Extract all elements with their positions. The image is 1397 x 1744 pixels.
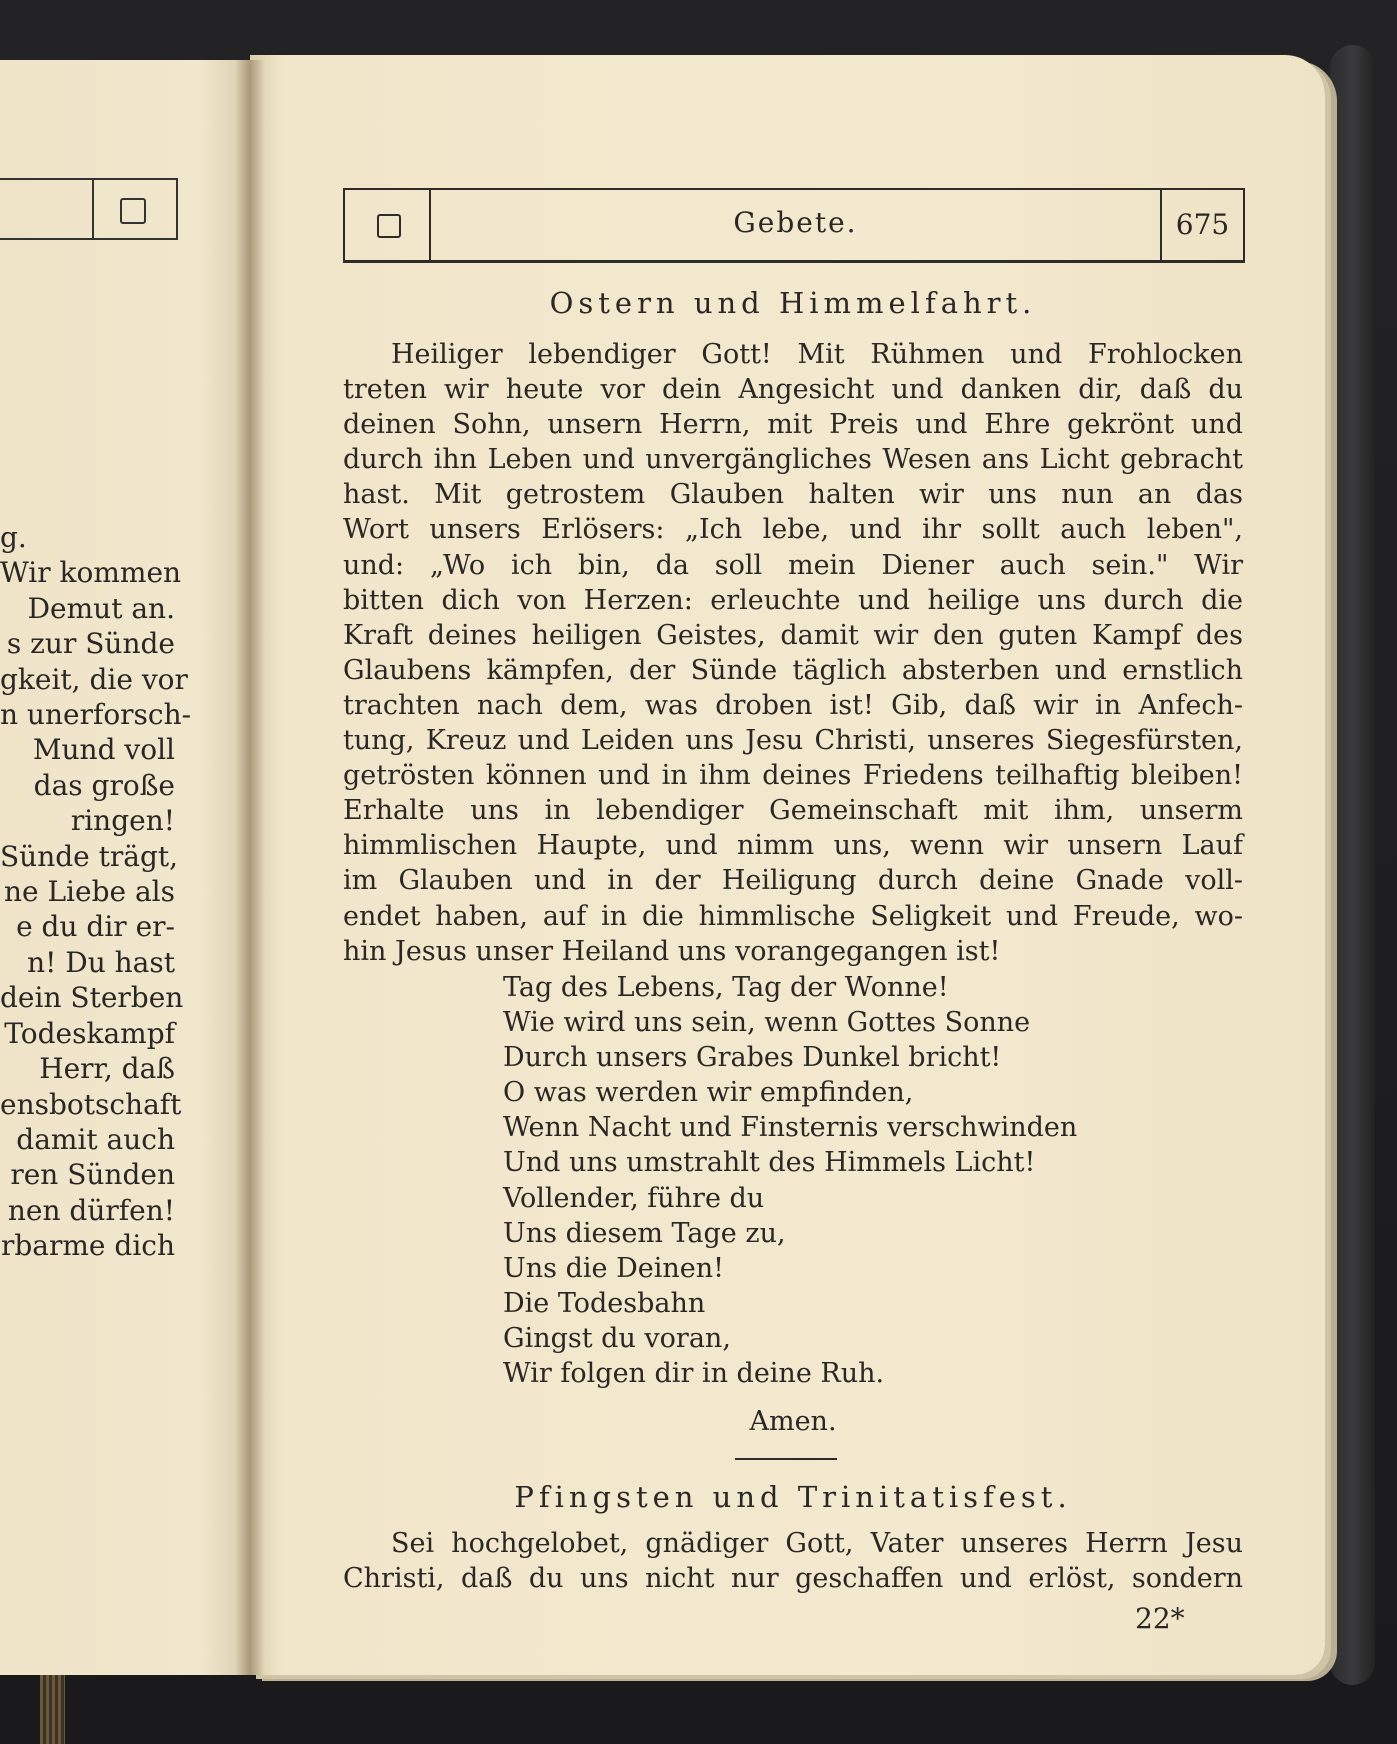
text-line: Sei hochgelobet, gnädiger Gott, Vater unseres Herrn Jesu [391,1528,1243,1559]
page-header [343,188,1245,263]
verse-line: O was werden wir empfinden, [503,1077,914,1109]
left-line: ne Liebe als [3,875,175,909]
left-line: Herr, daß [39,1052,175,1086]
left-line: gkeit, die vor [0,662,188,696]
running-title: Gebete. [733,206,858,239]
left-line: ensbotschaft [0,1087,182,1121]
page-number: 675 [1175,208,1230,241]
signature-mark: 22* [1135,1602,1185,1635]
text-line: Heiliger lebendiger Gott! Mit Rühmen und Frohlocken [391,339,1243,370]
text-line: im Glauben und in der Heiligung durch deine Gnade voll- [343,865,1243,897]
left-header-divider [92,180,94,238]
text-line: trachten nach dem, was droben ist! Gib, daß wir in Anfech- [343,689,1243,721]
left-line: Wir kommen [0,556,182,590]
prayer-paragraph [343,337,1243,969]
text-line: durch ihn Leben und unvergängliches Wesen ans Licht gebracht [343,444,1243,476]
text-line: bitten dich von Herzen: erleuchte und heilige uns durch die [343,584,1243,616]
closing-amen: Amen. [749,1406,837,1437]
text-line: deinen Sohn, unsern Herrn, mit Preis und Ehre gekrönt und [343,409,1243,441]
left-line: ren Sünden [10,1158,175,1192]
text-line: Erhalte uns in lebendiger Gemeinschaft mit ihm, unserm [343,795,1243,827]
left-line: Sünde trägt, [0,839,179,873]
verse-line: Uns diesem Tage zu, [503,1217,786,1249]
verse-line: Vollender, führe du [503,1182,765,1214]
verse-line: Wie wird uns sein, wenn Gottes Sonne [503,1007,1031,1039]
text-line: getrösten können und in ihm deines Friedens teilhaftig bleiben! [343,760,1243,792]
text-line: himmlischen Haupte, und nimm uns, wenn wir unsern Lauf [343,830,1243,862]
section-heading: Pfingsten und Trinitatisfest. [514,1480,1072,1514]
left-line: Todeskampf [4,1016,175,1050]
text-line: hast. Mit getrostem Glauben halten wir uns nun an das [343,479,1243,511]
left-line: das große [33,768,175,802]
cover-edge [1330,45,1375,1685]
left-line: n unerforsch- [0,698,192,732]
section-divider [735,1458,837,1460]
left-line: dein Sterben [0,981,184,1015]
verse-line: Uns die Deinen! [503,1252,724,1284]
verse-line: Die Todesbahn [503,1287,706,1319]
left-line: g. [0,521,27,554]
text-line: Glaubens kämpfen, der Sünde täglich absterben und ernstlich [343,654,1243,686]
left-line: s zur Sünde [6,627,175,661]
verse-line: Wir folgen dir in deine Ruh. [503,1358,885,1390]
text-line: tung, Kreuz und Leiden uns Jesu Christi, unseres Siegesfürsten, [343,725,1243,757]
left-line: nen dürfen! [7,1193,175,1227]
text-line: endet haben, auf in die himmlische Seligkeit und Freude, wo- [343,900,1243,932]
text-line: Wort unsers Erlösers: „Ich lebe, und ihr sollt auch leben", [343,514,1243,546]
verse-line: Durch unsers Grabes Dunkel bricht! [503,1042,1002,1074]
section-heading: Ostern und Himmelfahrt. [549,286,1037,320]
left-line: Demut an. [27,591,175,625]
text-line: und: „Wo ich bin, da soll mein Diener auch sein." Wir [343,549,1243,581]
prayer-paragraph [343,1526,1243,1596]
left-line: Mund voll [32,733,175,767]
left-line: n! Du hast [27,945,175,979]
text-line: hin Jesus unser Heiland uns vorangegangen ist! [343,935,1001,967]
left-line: rbarme dich [0,1229,175,1263]
gutter-shadow [235,60,265,1675]
left-line: e du dir er- [16,910,175,944]
verse-line: Wenn Nacht und Finsternis verschwinden [503,1112,1078,1144]
verse-line: Tag des Lebens, Tag der Wonne! [503,972,949,1003]
text-line: Kraft deines heiligen Geistes, damit wir den guten Kampf des [343,619,1243,651]
hymn-verse [503,970,1077,1391]
text-line: treten wir heute vor dein Angesicht und danken dir, daß du [343,374,1243,406]
verse-line: Gingst du voran, [503,1322,731,1354]
text-line: Christi, daß du uns nicht nur geschaffen und erlöst, sondern [343,1563,1243,1595]
left-page-header [0,178,178,240]
left-line: damit auch [16,1122,175,1156]
left-page-text [0,520,192,1264]
header-box-ornament [377,214,401,238]
verse-line: Und uns umstrahlt des Himmels Licht! [503,1147,1036,1179]
left-line: ringen! [70,804,175,838]
left-header-box-ornament [120,198,146,224]
left-page [0,60,250,1675]
